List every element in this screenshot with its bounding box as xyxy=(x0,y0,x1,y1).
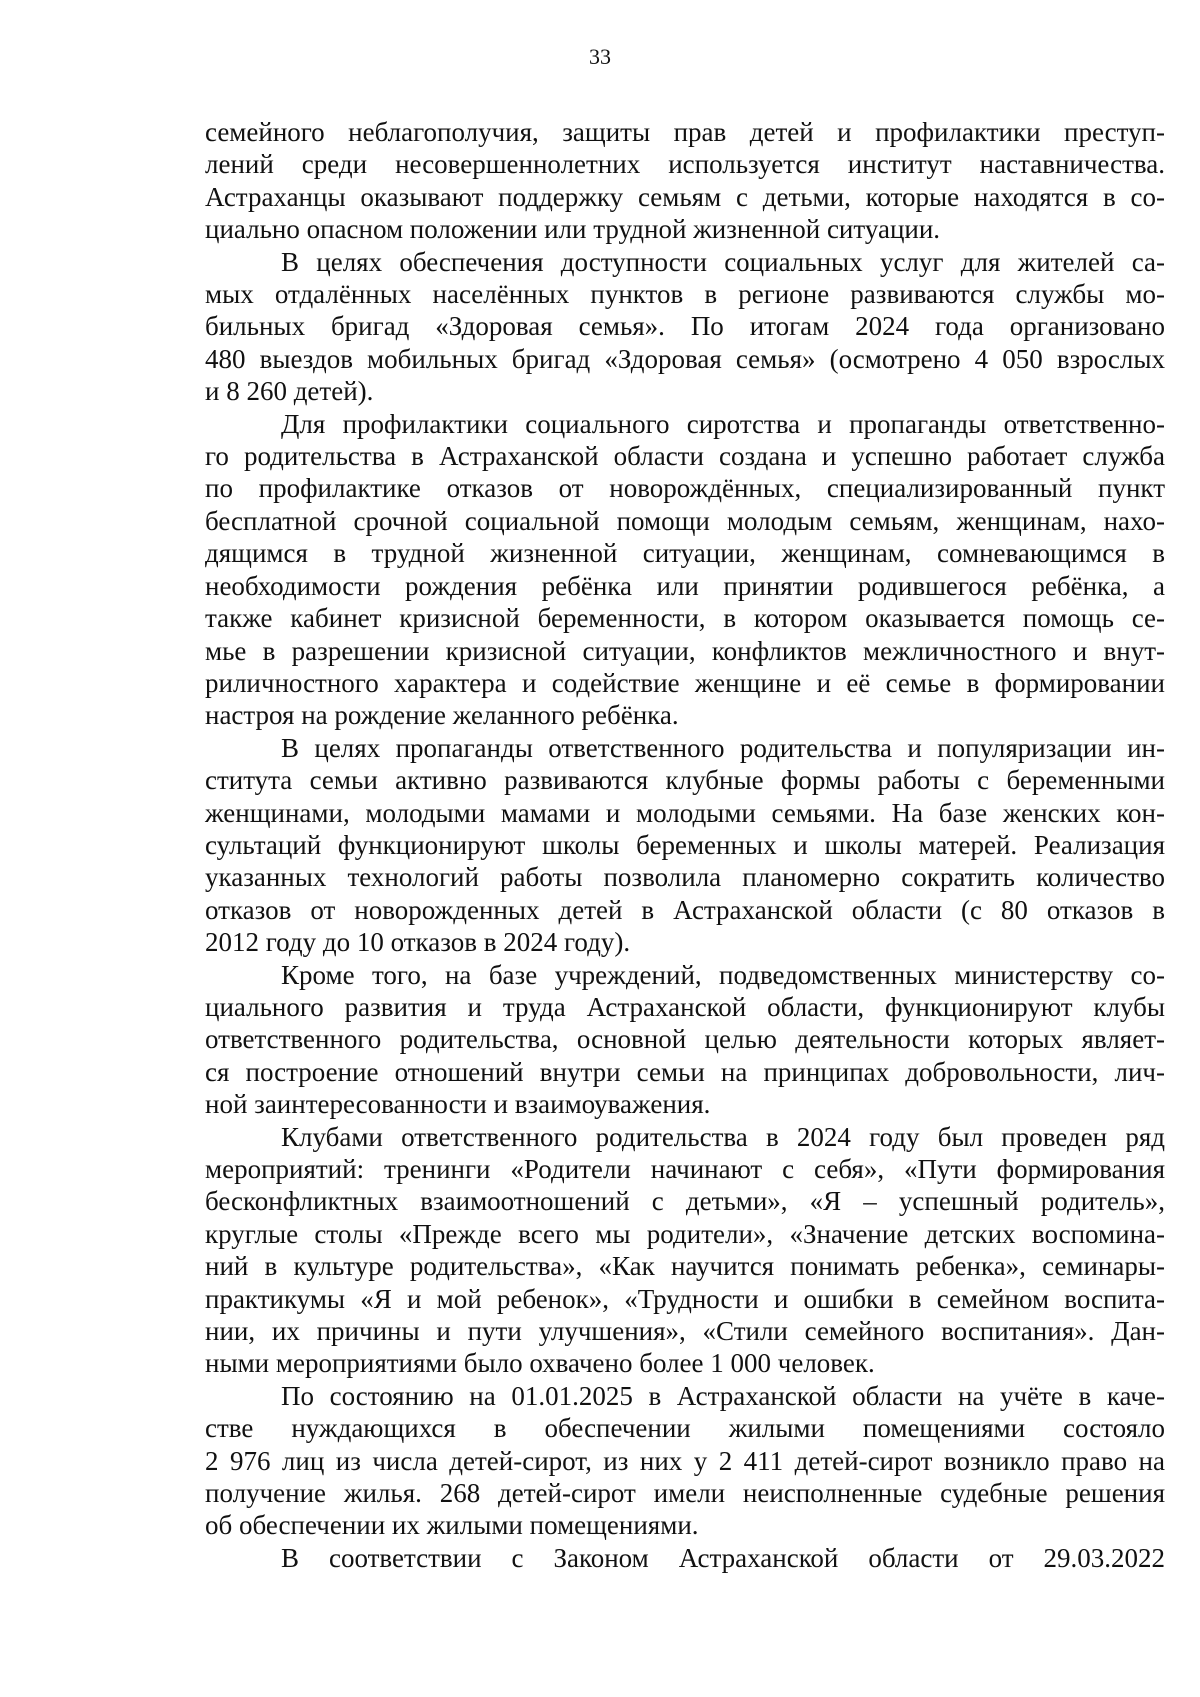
text-line: мероприятий: тренинги «Родители начинают с себя», «Пути формирования xyxy=(205,1154,1165,1184)
text-line: риличностного характера и содействие женщине и её семье в формировании xyxy=(205,667,1165,698)
text-line: дящимся в трудной жизненной ситуации, женщинам, сомневающимся в xyxy=(205,538,1165,569)
text-line: ний в культуре родительства», «Как научится понимать ребенка», семинары- xyxy=(205,1251,1165,1282)
paragraph xyxy=(205,246,1165,408)
text-line: ной заинтересованности и взаимоуважения. xyxy=(205,1089,711,1120)
text-line: необходимости рождения ребёнка или принятии родившегося ребёнка, а xyxy=(205,570,1165,601)
paragraph xyxy=(205,959,1165,1121)
text-line: ся построение отношений внутри семьи на принципах добровольности, лич- xyxy=(205,1056,1165,1087)
paragraph xyxy=(205,1542,1165,1574)
text-line: указанных технологий работы позволила планомерно сократить количество xyxy=(205,862,1165,893)
text-line: 2 976 лиц из числа детей-сирот, из них у 2 411 детей-сирот возникло право на xyxy=(205,1445,1165,1476)
text-line: отказов от новорожденных детей в Астраханской области (с 80 отказов в xyxy=(205,894,1165,925)
text-line: мых отдалённых населённых пунктов в регионе развиваются службы мо- xyxy=(205,279,1165,310)
text-line: бесконфликтных взаимоотношений с детьми», «Я – успешный родитель», xyxy=(205,1186,1165,1217)
text-line: и 8 260 детей). xyxy=(205,376,374,407)
text-line: го родительства в Астраханской области создана и успешно работает служба xyxy=(205,441,1165,472)
text-line: по профилактике отказов от новорождённых, специализированный пункт xyxy=(205,473,1165,504)
text-line: практикумы «Я и мой ребенок», «Трудности и ошибки в семейном воспита- xyxy=(205,1283,1165,1314)
paragraph xyxy=(205,1121,1165,1380)
text-line: лений среди несовершеннолетних используется институт наставничества. xyxy=(205,149,1165,180)
text-line: ответственного родительства, основной целью деятельности которых являет- xyxy=(205,1024,1165,1055)
text-line: женщинами, молодыми мамами и молодыми семьями. На базе женских кон- xyxy=(205,797,1165,828)
text-line: 2012 году до 10 отказов в 2024 году). xyxy=(205,927,631,958)
paragraph xyxy=(205,408,1165,732)
text-line: также кабинет кризисной беременности, в котором оказывается помощь се- xyxy=(205,603,1165,634)
text-line: В целях пропаганды ответственного родительства и популяризации ин- xyxy=(281,732,1165,763)
text-line: бильных бригад «Здоровая семья». По итогам 2024 года организовано xyxy=(205,311,1165,342)
text-line: Для профилактики социального сиротства и пропаганды ответственно- xyxy=(281,408,1165,439)
text-line: стве нуждающихся в обеспечении жилыми помещениями состояло xyxy=(205,1413,1165,1444)
text-line: сультаций функционируют школы беременных и школы матерей. Реализация xyxy=(205,829,1165,860)
text-line: 480 выездов мобильных бригад «Здоровая семья» (осмотрено 4 050 взрослых xyxy=(205,343,1165,374)
text-line: Кроме того, на базе учреждений, подведомственных министерству со- xyxy=(281,959,1165,990)
text-line: ными мероприятиями было охвачено более 1 000 человек. xyxy=(205,1348,875,1379)
text-line: бесплатной срочной социальной помощи молодым семьям, женщинам, нахо- xyxy=(205,505,1165,536)
text-line: семейного неблагополучия, защиты прав детей и профилактики преступ- xyxy=(205,117,1165,147)
text-line: нии, их причины и пути улучшения», «Стили семейного воспитания». Дан- xyxy=(205,1316,1165,1347)
text-line: получение жилья. 268 детей-сирот имели неисполненные судебные решения xyxy=(205,1478,1165,1509)
text-line: об обеспечении их жилыми помещениями. xyxy=(205,1510,699,1541)
text-line: В целях обеспечения доступности социальных услуг для жителей са- xyxy=(281,246,1165,277)
text-line: настроя на рождение желанного ребёнка. xyxy=(205,700,679,731)
text-line: циального развития и труда Астраханской области, функционируют клубы xyxy=(205,991,1165,1022)
page-number: 33 xyxy=(589,44,611,69)
text-line: Клубами ответственного родительства в 2024 году был проведен ряд xyxy=(281,1121,1165,1152)
paragraph xyxy=(205,1380,1165,1542)
document-body xyxy=(205,116,1165,1574)
text-line: циально опасном положении или трудной жизненной ситуации. xyxy=(205,214,941,245)
text-line: мье в разрешении кризисной ситуации, конфликтов межличностного и внут- xyxy=(205,635,1165,666)
text-line: По состоянию на 01.01.2025 в Астраханской области на учёте в каче- xyxy=(281,1380,1165,1411)
paragraph xyxy=(205,732,1165,959)
text-line: Астраханцы оказывают поддержку семьям с детьми, которые находятся в со- xyxy=(205,181,1165,212)
text-line: круглые столы «Прежде всего мы родители», «Значение детских воспомина- xyxy=(205,1218,1165,1249)
paragraph xyxy=(205,116,1165,246)
text-line: ститута семьи активно развиваются клубные формы работы с беременными xyxy=(205,765,1165,796)
text-line: В соответствии с Законом Астраханской области от 29.03.2022 xyxy=(281,1542,1165,1573)
